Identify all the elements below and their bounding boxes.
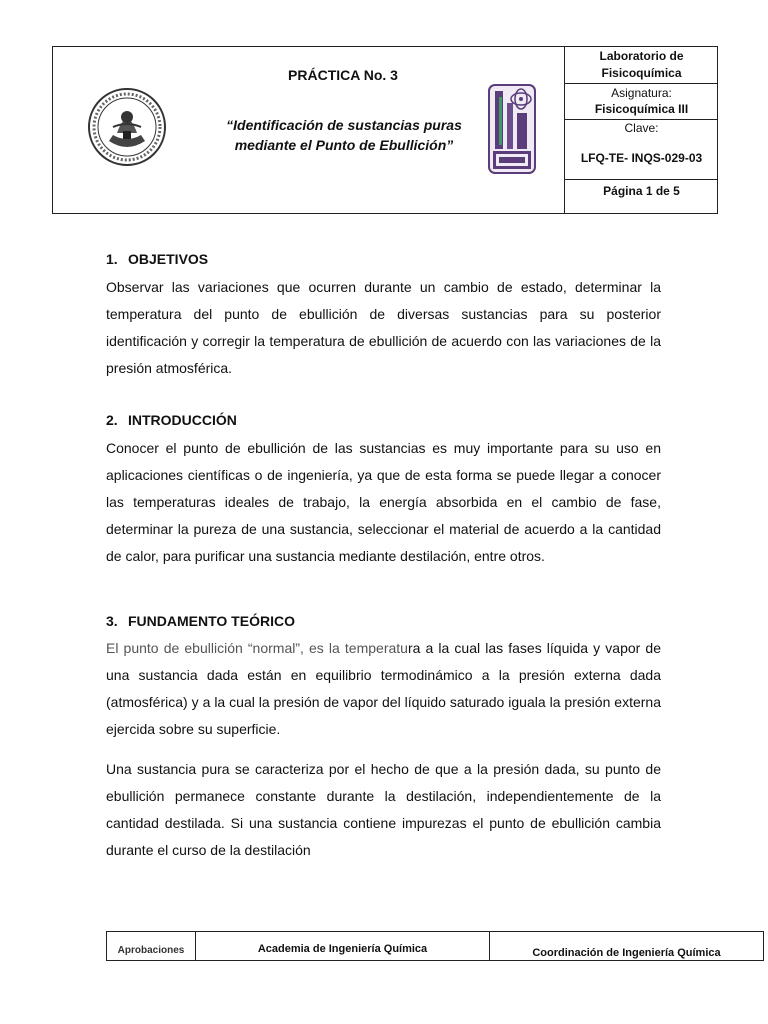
- paragraph-fundamento-2: Una sustancia pura se caracteriza por el hecho de que a la presión dada, su punto de ebullición permanece constante durante la destilación, independientemente de la cantidad destilada. Si una sustancia contiene impurezas el punto de ebullición cambia durante el curso de la destilación: [106, 761, 661, 858]
- header-info-column: [564, 47, 718, 213]
- paragraph-lead-text: El punto de ebullición “normal”, es la temperatu: [106, 640, 408, 656]
- paragraph-fundamento-1: [106, 635, 661, 743]
- section-heading: OBJETIVOS: [128, 251, 209, 267]
- header-title-area: [53, 47, 564, 213]
- clave-label: Clave:: [624, 121, 659, 135]
- ingenieria-quimica-logo-icon: [487, 83, 537, 175]
- practica-title: PRÁCTICA No. 3: [288, 67, 398, 83]
- practica-subtitle: “Identificación de sustancias puras mediante el Punto de Ebullición”: [226, 117, 462, 153]
- section-title-objetivos: [106, 251, 208, 267]
- lab-name: Laboratorio de Fisicoquímica: [565, 47, 718, 84]
- section-heading: FUNDAMENTO TEÓRICO: [128, 613, 295, 629]
- asignatura-label: Asignatura:: [611, 86, 672, 100]
- section-number: 2.: [106, 412, 118, 428]
- aprobaciones-label: Aprobaciones: [107, 932, 196, 960]
- document-header: [52, 46, 718, 214]
- university-seal-icon: [87, 87, 167, 167]
- clave-value: LFQ-TE- INQS-029-03: [580, 151, 703, 165]
- coordinacion-label: Coordinación de Ingeniería Química: [532, 947, 721, 959]
- section-title-introduccion: [106, 412, 237, 428]
- page-number: Página 1 de 5: [603, 184, 680, 198]
- section-number: 3.: [106, 613, 118, 629]
- section-title-fundamento: [106, 613, 295, 629]
- paragraph-objetivos: Observar las variaciones que ocurren durante un cambio de estado, determinar la temperatura del punto de ebullición de diversas sustancias para su posterior identificación y corregir la temperatura de ebullición de acuerdo con las variaciones de la presión atmosférica.: [106, 279, 661, 376]
- approvals-footer: [106, 931, 764, 961]
- paragraph-rest-text: ra a la cual las fases líquida y vapor de una sustancia dada están en equilibrio termodinámico a la presión externa dada (atmosférica) y a la cual la presión de vapor del líquido saturado iguala la presión externa ejercida sobre su superficie.: [106, 640, 661, 737]
- academia-label: Academia de Ingeniería Química: [196, 932, 490, 960]
- section-number: 1.: [106, 251, 118, 267]
- paragraph-introduccion: Conocer el punto de ebullición de las sustancias es muy importante para su uso en aplicaciones científicas o de ingeniería, ya que de esta forma se puede llegar a conocer las temperaturas ideales de trabajo, la energía absorbida en el cambio de fase, determinar la pureza de una sustancia, seleccionar el material de acuerdo a la cantidad de calor, para purificar una sustancia mediante destilación, entre otros.: [106, 440, 661, 564]
- clave-cell: [565, 120, 718, 180]
- section-heading: INTRODUCCIÓN: [128, 412, 237, 428]
- asignatura-cell: [565, 84, 718, 120]
- asignatura-value: Fisicoquímica III: [594, 102, 689, 116]
